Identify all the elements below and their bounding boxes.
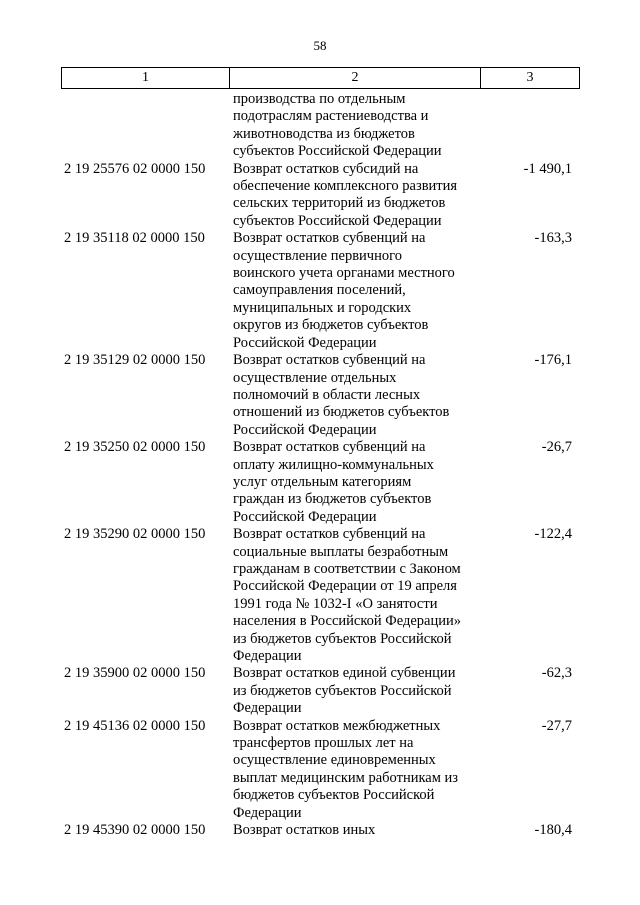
budget-code: 2 19 35290 02 0000 150 — [64, 526, 206, 543]
budget-code: 2 19 35118 02 0000 150 — [64, 230, 205, 247]
row-amount: -27,7 — [541, 717, 572, 734]
row-description: Возврат остатков субвенций на осуществление отдельных полномочий в области лесных отношений из бюджетов субъектов Российской Федерации — [233, 352, 450, 438]
budget-code: 2 19 45390 02 0000 150 — [64, 822, 206, 839]
table-row — [61, 439, 580, 526]
table-row — [61, 91, 580, 161]
row-description: Возврат остатков субвенций на оплату жилищно-коммунальных услуг отдельным категориям граждан из бюджетов субъектов Российской Федерации — [233, 439, 434, 525]
budget-code: 2 19 35129 02 0000 150 — [64, 352, 206, 369]
column-header-1: 1 — [62, 68, 230, 88]
row-description: Возврат остатков субвенций на социальные выплаты безработным гражданам в соответствии с Законом Российской Федерации от 19 апреля 1991 года № 1032-I «О занятости населения в Российской Федерации» из бюджетов субъектов Российской Федерации — [233, 526, 462, 664]
budget-code: 2 19 45136 02 0000 150 — [64, 717, 206, 734]
table-row — [61, 665, 580, 717]
row-description: Возврат остатков единой субвенции из бюджетов субъектов Российской Федерации — [233, 665, 456, 717]
row-amount: -180,4 — [534, 822, 572, 839]
column-header-3: 3 — [526, 70, 534, 85]
table-row — [61, 230, 580, 352]
row-description: Возврат остатков субсидий на обеспечение комплексного развития сельских территорий из бюджетов субъектов Российской Федерации — [233, 160, 458, 229]
row-amount: -122,4 — [534, 526, 572, 543]
table-row — [61, 526, 580, 665]
row-amount: -163,3 — [534, 230, 572, 247]
page-number: 58 — [313, 38, 327, 53]
budget-code: 2 19 35250 02 0000 150 — [64, 439, 206, 456]
table-body — [61, 91, 580, 839]
row-description: производства по отдельным подотраслям растениеводства и животноводства из бюджетов субъектов Российской Федерации — [233, 91, 442, 160]
budget-code: 2 19 35900 02 0000 150 — [64, 665, 206, 682]
row-amount: -26,7 — [541, 439, 572, 456]
table-row — [61, 718, 580, 822]
row-amount: -1 490,1 — [523, 160, 572, 177]
row-description: Возврат остатков межбюджетных трансфертов прошлых лет на осуществление единовременных выплат медицинским работникам из бюджетов субъектов Российской Федерации — [233, 717, 459, 821]
row-description: Возврат остатков субвенций на осуществление первичного воинского учета органами местного самоуправления поселений, муниципальных и городских округов из бюджетов субъектов Российской Федерации — [233, 230, 455, 351]
row-amount — [495, 91, 580, 161]
table-header — [61, 67, 580, 89]
budget-code — [61, 91, 233, 161]
row-amount: -62,3 — [541, 665, 572, 682]
row-description: Возврат остатков иных — [233, 822, 376, 839]
column-header-2: 2 — [230, 68, 481, 88]
budget-code: 2 19 25576 02 0000 150 — [64, 160, 206, 177]
table-row — [61, 161, 580, 231]
table-row — [61, 352, 580, 439]
table-row — [61, 822, 580, 839]
row-amount: -176,1 — [534, 352, 572, 369]
